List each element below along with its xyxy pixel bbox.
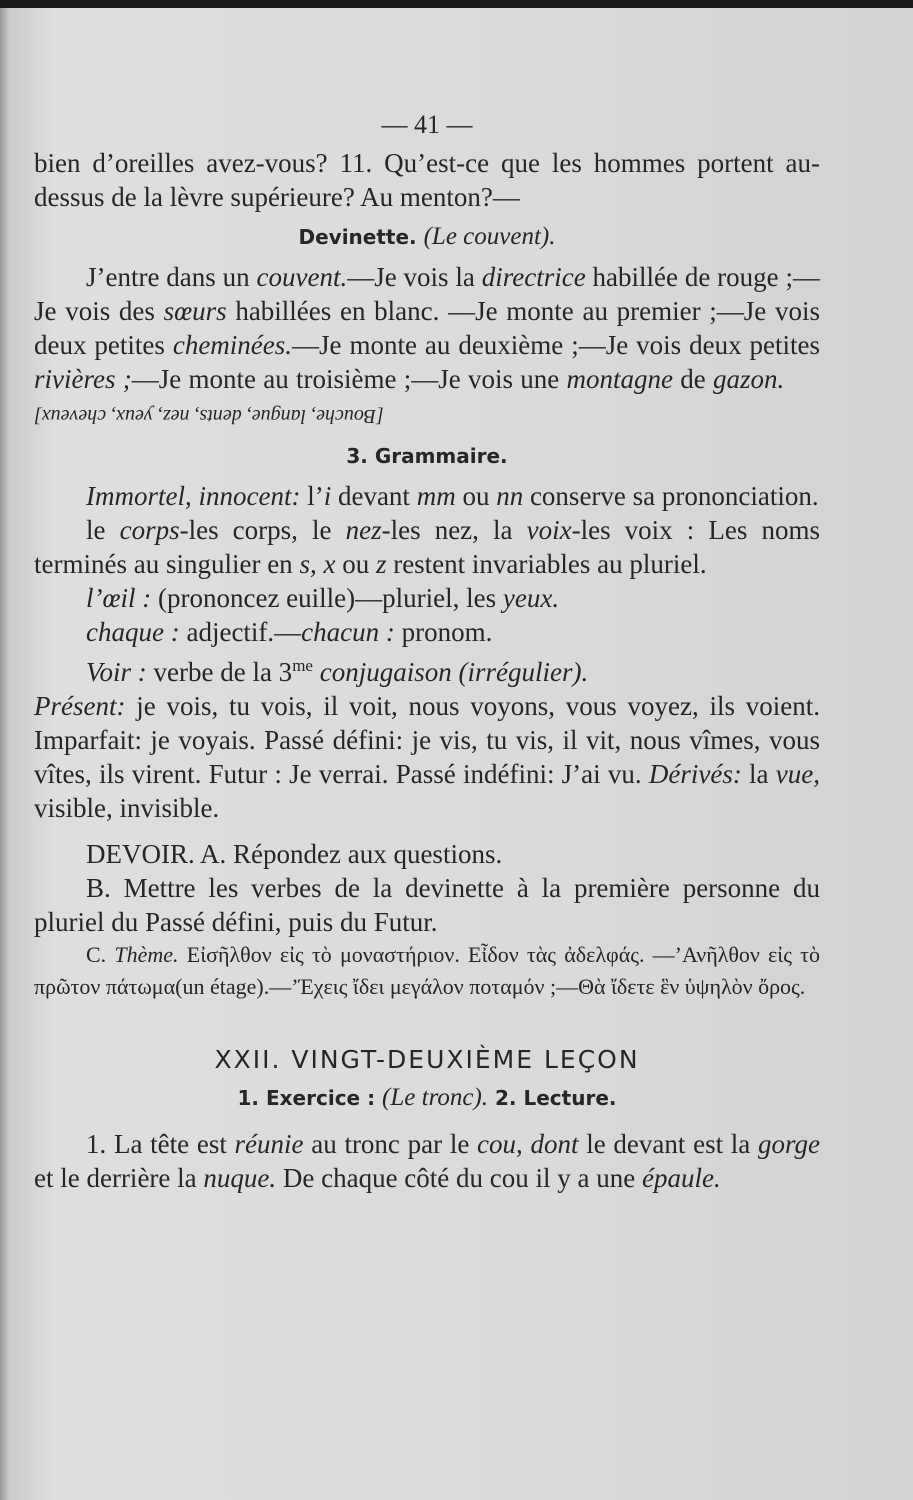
lecture-paragraph: 1. La tête est réunie au tronc par le cou, dont le devant est la gorge et le derrière la nuque. De chaque côté du cou il y a une épaule. [34, 1129, 820, 1193]
grammaire-p2: le corps-les corps, le nez-les nez, la voix-les voix : Les noms terminés au singulier en s, x ou z restent invariables au pluriel. [34, 515, 820, 579]
grammaire-p1: Immortel, innocent: l’i devant mm ou nn conserve sa prononciation. [86, 481, 819, 511]
page-gutter-shadow [0, 8, 10, 1500]
intro-paragraph: bien d’oreilles avez-vous? 11. Qu’est-ce que les hommes portent au-dessus de la lèvre supérieure? Au menton?— [34, 148, 820, 212]
grammaire-heading: 3. Grammaire. [346, 444, 508, 468]
grammaire-p4: chaque : adjectif.—chacun : pronom. [86, 617, 493, 647]
devinette-answer-inverted: [Bouche, langue, dents, nez, yeux, cheveux] [34, 405, 384, 427]
page-text [34, 108, 820, 1195]
grammaire-p6: Présent: je vois, tu vois, il voit, nous voyons, vous voyez, ils voient. Imparfait: je voyais. Passé défini: je vis, tu vis, il vit, nous vîmes, vous vîtes, ils virent. Futur : Je verrai. Passé indéfini: J’ai vu. Dérivés: la vue, visible, invisible. [34, 691, 820, 823]
devoir-c: C. Thème. Εἰσῆλθον εἰς τὸ μοναστήριον. Εἶδον τὰς ἀδελφάς. —’Ανῆλθον εἰς τὸ πρῶτον πάτωμα(un étage).—’Έχεις ἴδει μεγάλον ποταμόν ;—Θὰ ἴδετε ἓν ὑψηλὸν ὄρος. [34, 942, 820, 999]
scan-top-edge [0, 0, 913, 8]
devinette-heading: Devinette. (Le couvent). [298, 223, 556, 250]
grammaire-p3: l’œil : (prononcez euille)—pluriel, les yeux. [86, 583, 560, 613]
devoir-a: DEVOIR. A. Répondez aux questions. [86, 839, 503, 869]
devoir-b: B. Mettre les verbes de la devinette à la première personne du pluriel du Passé défini, puis du Futur. [34, 873, 820, 937]
page-number: — 41 — [381, 110, 473, 139]
grammaire-p5: Voir : verbe de la $3^{me}$ conjugaison (irrégulier). [86, 656, 589, 687]
devinette-paragraph: J’entre dans un couvent.—Je vois la directrice habillée de rouge ;—Je vois des sœurs habillées en blanc. —Je monte au premier ;—Je vois deux petites cheminées.—Je monte au deuxième ;—Je vois deux petites rivières ;—Je monte au troisième ;—Je vois une montagne de gazon. [Bouche, langue, dents, nez, yeux, cheveux] [34, 260, 820, 433]
lesson-title: XXII. VINGT-DEUXIÈME LEÇON [214, 1045, 640, 1074]
lesson-subtitle: 1. Exercice : (Le tronc). 2. Lecture. [237, 1084, 617, 1111]
